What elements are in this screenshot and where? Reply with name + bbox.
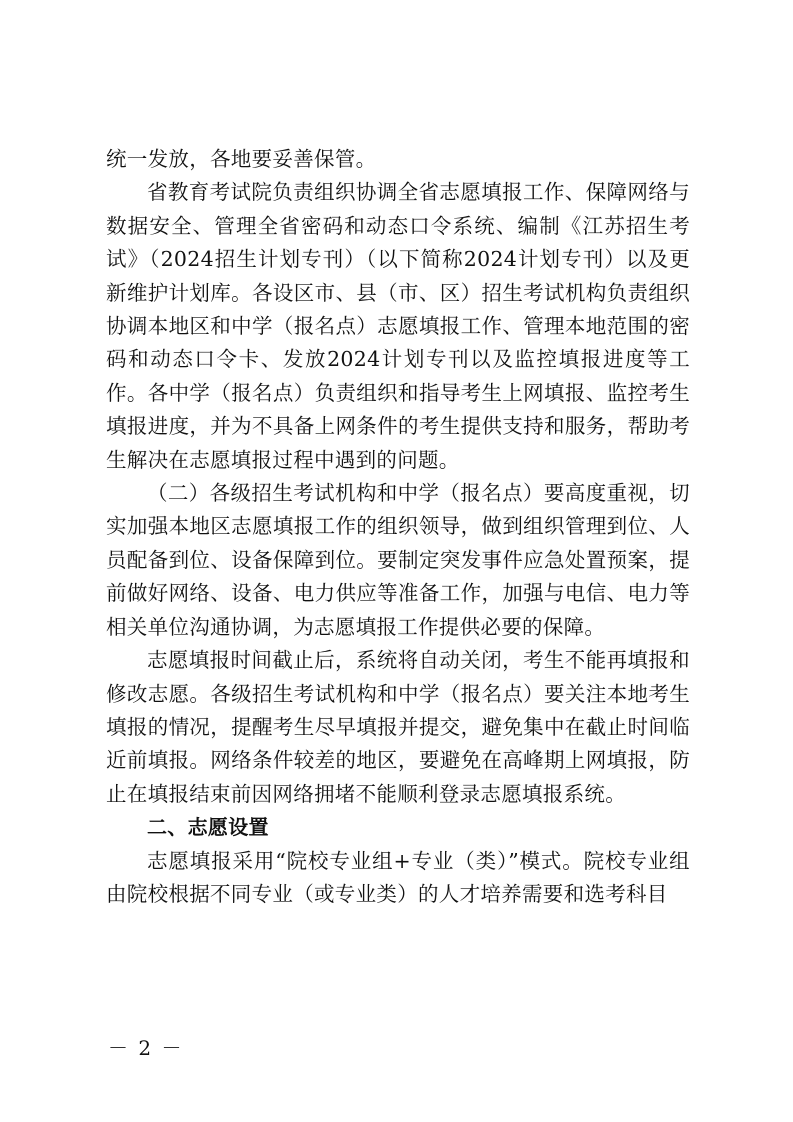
paragraph-deadline: 志愿填报时间截止后，系统将自动关闭，考生不能再填报和修改志愿。各级招生考试机构和中学（报名点）要关注本地考生填报的情况，提醒考生尽早填报并提交，避免集中在截止时间临近前填报。网络条件较差的地区，要避免在高峰期上网填报，防止在填报结束前因网络拥堵不能顺利登录志愿填报系统。 — [106, 648, 690, 806]
paragraph-volunteer-mode: 志愿填报采用“院校专业组+专业（类）”模式。院校专业组由院校根据不同专业（或专业类）的人才培养需要和选考科目 — [106, 848, 690, 906]
section-heading: 二、志愿设置 — [147, 815, 269, 840]
page-number: － 2 － — [108, 1036, 184, 1060]
paragraph-responsibilities: 省教育考试院负责组织协调全省志愿填报工作、保障网络与数据安全、管理全省密码和动态口令系统、编制《江苏招生考试》（2024招生计划专刊）（以下简称2024计划专刊）以及更新维护计划库。各设区市、县（市、区）招生考试机构负责组织协调本地区和中学（报名点）志愿填报工作、管理本地范围的密码和动态口令卡、发放2024计划专刊以及监控填报进度等工作。各中学（报名点）负责组织和指导考生上网填报、监控考生填报进度，并为不具备上网条件的考生提供支持和服务，帮助考生解决在志愿填报过程中遇到的问题。 — [106, 180, 690, 472]
document-body — [106, 143, 690, 911]
paragraph-organization: （二）各级招生考试机构和中学（报名点）要高度重视，切实加强本地区志愿填报工作的组织领导，做到组织管理到位、人员配备到位、设备保障到位。要制定突发事件应急处置预案，提前做好网络、设备、电力供应等准备工作，加强与电信、电力等相关单位沟通协调，为志愿填报工作提供必要的保障。 — [106, 481, 690, 639]
paragraph-continuation: 统一发放，各地要妥善保管。 — [106, 147, 377, 171]
